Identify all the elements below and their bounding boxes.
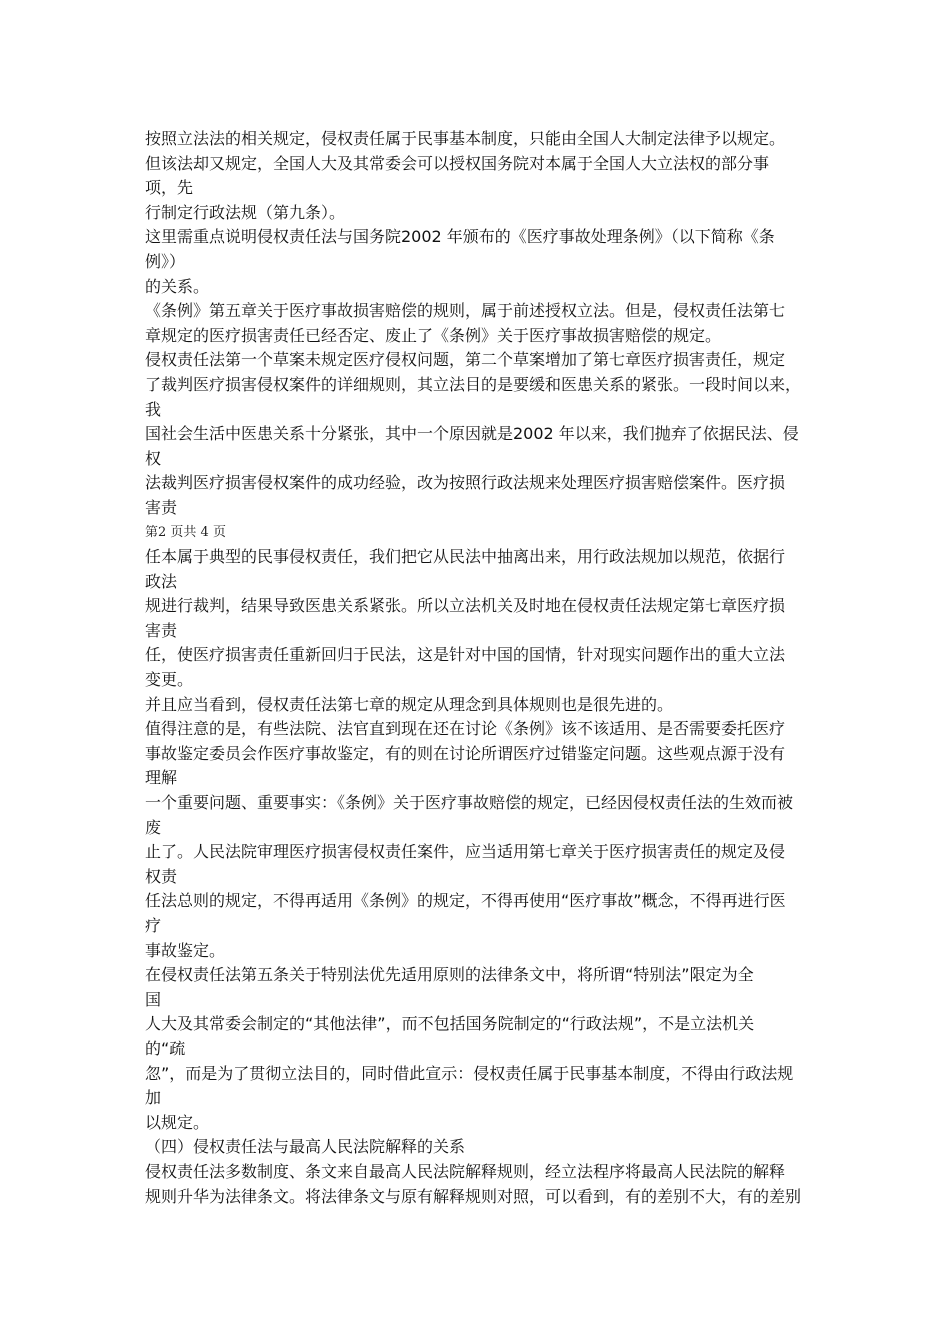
text-line: 变更。 — [145, 670, 194, 690]
text-line: 在侵权责任法第五条关于特别法优先适用原则的法律条文中，将所谓“特别法”限定为全 — [145, 965, 754, 985]
text-line: 了裁判医疗损害侵权案件的详细规则，其立法目的是要缓和医患关系的紧张。一段时间以来， — [145, 374, 802, 394]
text-line: 值得注意的是，有些法院、法官直到现在还在讨论《条例》该不该适用、是否需要委托医疗 — [145, 719, 786, 739]
text-line: 我 — [145, 399, 162, 419]
text-line: 加 — [145, 1088, 162, 1108]
text-line: 并且应当看到，侵权责任法第七章的规定从理念到具体规则也是很先进的。 — [145, 694, 674, 714]
section-heading: （四）侵权责任法与最高人民法院解释的关系 — [145, 1137, 466, 1157]
text-line: 害责 — [145, 620, 178, 640]
text-line: 规进行裁判，结果导致医患关系紧张。所以立法机关及时地在侵权责任法规定第七章医疗损 — [145, 596, 786, 616]
text-line: 国社会生活中医患关系十分紧张，其中一个原因就是2002 年以来，我们抛弃了依据民法、侵 — [145, 424, 799, 444]
text-line: 理解 — [145, 768, 178, 788]
text-line: 这里需重点说明侵权责任法与国务院2002 年颁布的《医疗事故处理条例》（以下简称《条 — [145, 227, 775, 247]
text-line: 任，使医疗损害责任重新回归于民法，这是针对中国的国情，针对现实问题作出的重大立法 — [145, 645, 786, 665]
text-line: 侵权责任法多数制度、条文来自最高人民法院解释规则，经立法程序将最高人民法院的解释 — [145, 1161, 786, 1181]
text-line: 按照立法法的相关规定，侵权责任属于民事基本制度，只能由全国人大制定法律予以规定。 — [145, 129, 786, 148]
text-line: 任法总则的规定，不得再适用《条例》的规定，不得再使用“医疗事故”概念，不得再进行医 — [145, 891, 786, 911]
text-line: 项，先 — [145, 178, 194, 198]
text-line: 任本属于典型的民事侵权责任，我们把它从民法中抽离出来，用行政法规加以规范，依据行 — [145, 547, 786, 567]
text-line: 以规定。 — [145, 1112, 210, 1132]
text-line: 权 — [145, 448, 162, 468]
text-line: 《条例》第五章关于医疗事故损害赔偿的规则，属于前述授权立法。但是，侵权责任法第七 — [145, 301, 786, 321]
text-line: 一个重要问题、重要事实：《条例》关于医疗事故赔偿的规定，已经因侵权责任法的生效而被 — [145, 793, 794, 813]
text-line: 事故鉴定。 — [145, 940, 226, 960]
text-line: 权责 — [145, 866, 178, 886]
text-line: 章规定的医疗损害责任已经否定、废止了《条例》关于医疗事故损害赔偿的规定。 — [145, 325, 722, 345]
text-line: 止了。人民法院审理医疗损害侵权责任案件，应当适用第七章关于医疗损害责任的规定及侵 — [145, 842, 786, 862]
text-line: 废 — [145, 817, 162, 837]
page-number: 第2 页共 4 页 — [145, 524, 226, 540]
text-line: 政法 — [145, 571, 178, 591]
text-line: 行制定行政法规（第九条）。 — [145, 202, 346, 222]
document-body — [145, 127, 825, 1209]
text-line: 侵权责任法第一个草案未规定医疗侵权问题，第二个草案增加了第七章医疗损害责任，规定 — [145, 350, 786, 370]
text-line: 规则升华为法律条文。将法律条文与原有解释规则对照，可以看到，有的差别不大，有的差别 — [145, 1186, 802, 1206]
text-line: 例》） — [145, 251, 186, 271]
text-line: 但该法却又规定，全国人大及其常委会可以授权国务院对本属于全国人大立法权的部分事 — [145, 153, 770, 173]
text-line: 事故鉴定委员会作医疗事故鉴定，有的则在讨论所谓医疗过错鉴定问题。这些观点源于没有 — [145, 743, 786, 763]
text-line: 国 — [145, 989, 162, 1009]
text-line: 害责 — [145, 497, 178, 517]
text-line: 疗 — [145, 916, 162, 935]
text-line: 人大及其常委会制定的“其他法律”，而不包括国务院制定的“行政法规”，不是立法机关 — [145, 1014, 755, 1034]
text-line: 法裁判医疗损害侵权案件的成功经验，改为按照行政法规来处理医疗损害赔偿案件。医疗损 — [145, 473, 786, 493]
text-line: 的“疏 — [145, 1038, 186, 1058]
text-line: 的关系。 — [145, 276, 210, 296]
text-line: 忽”，而是为了贯彻立法目的，同时借此宣示：侵权责任属于民事基本制度，不得由行政法规 — [145, 1063, 794, 1083]
